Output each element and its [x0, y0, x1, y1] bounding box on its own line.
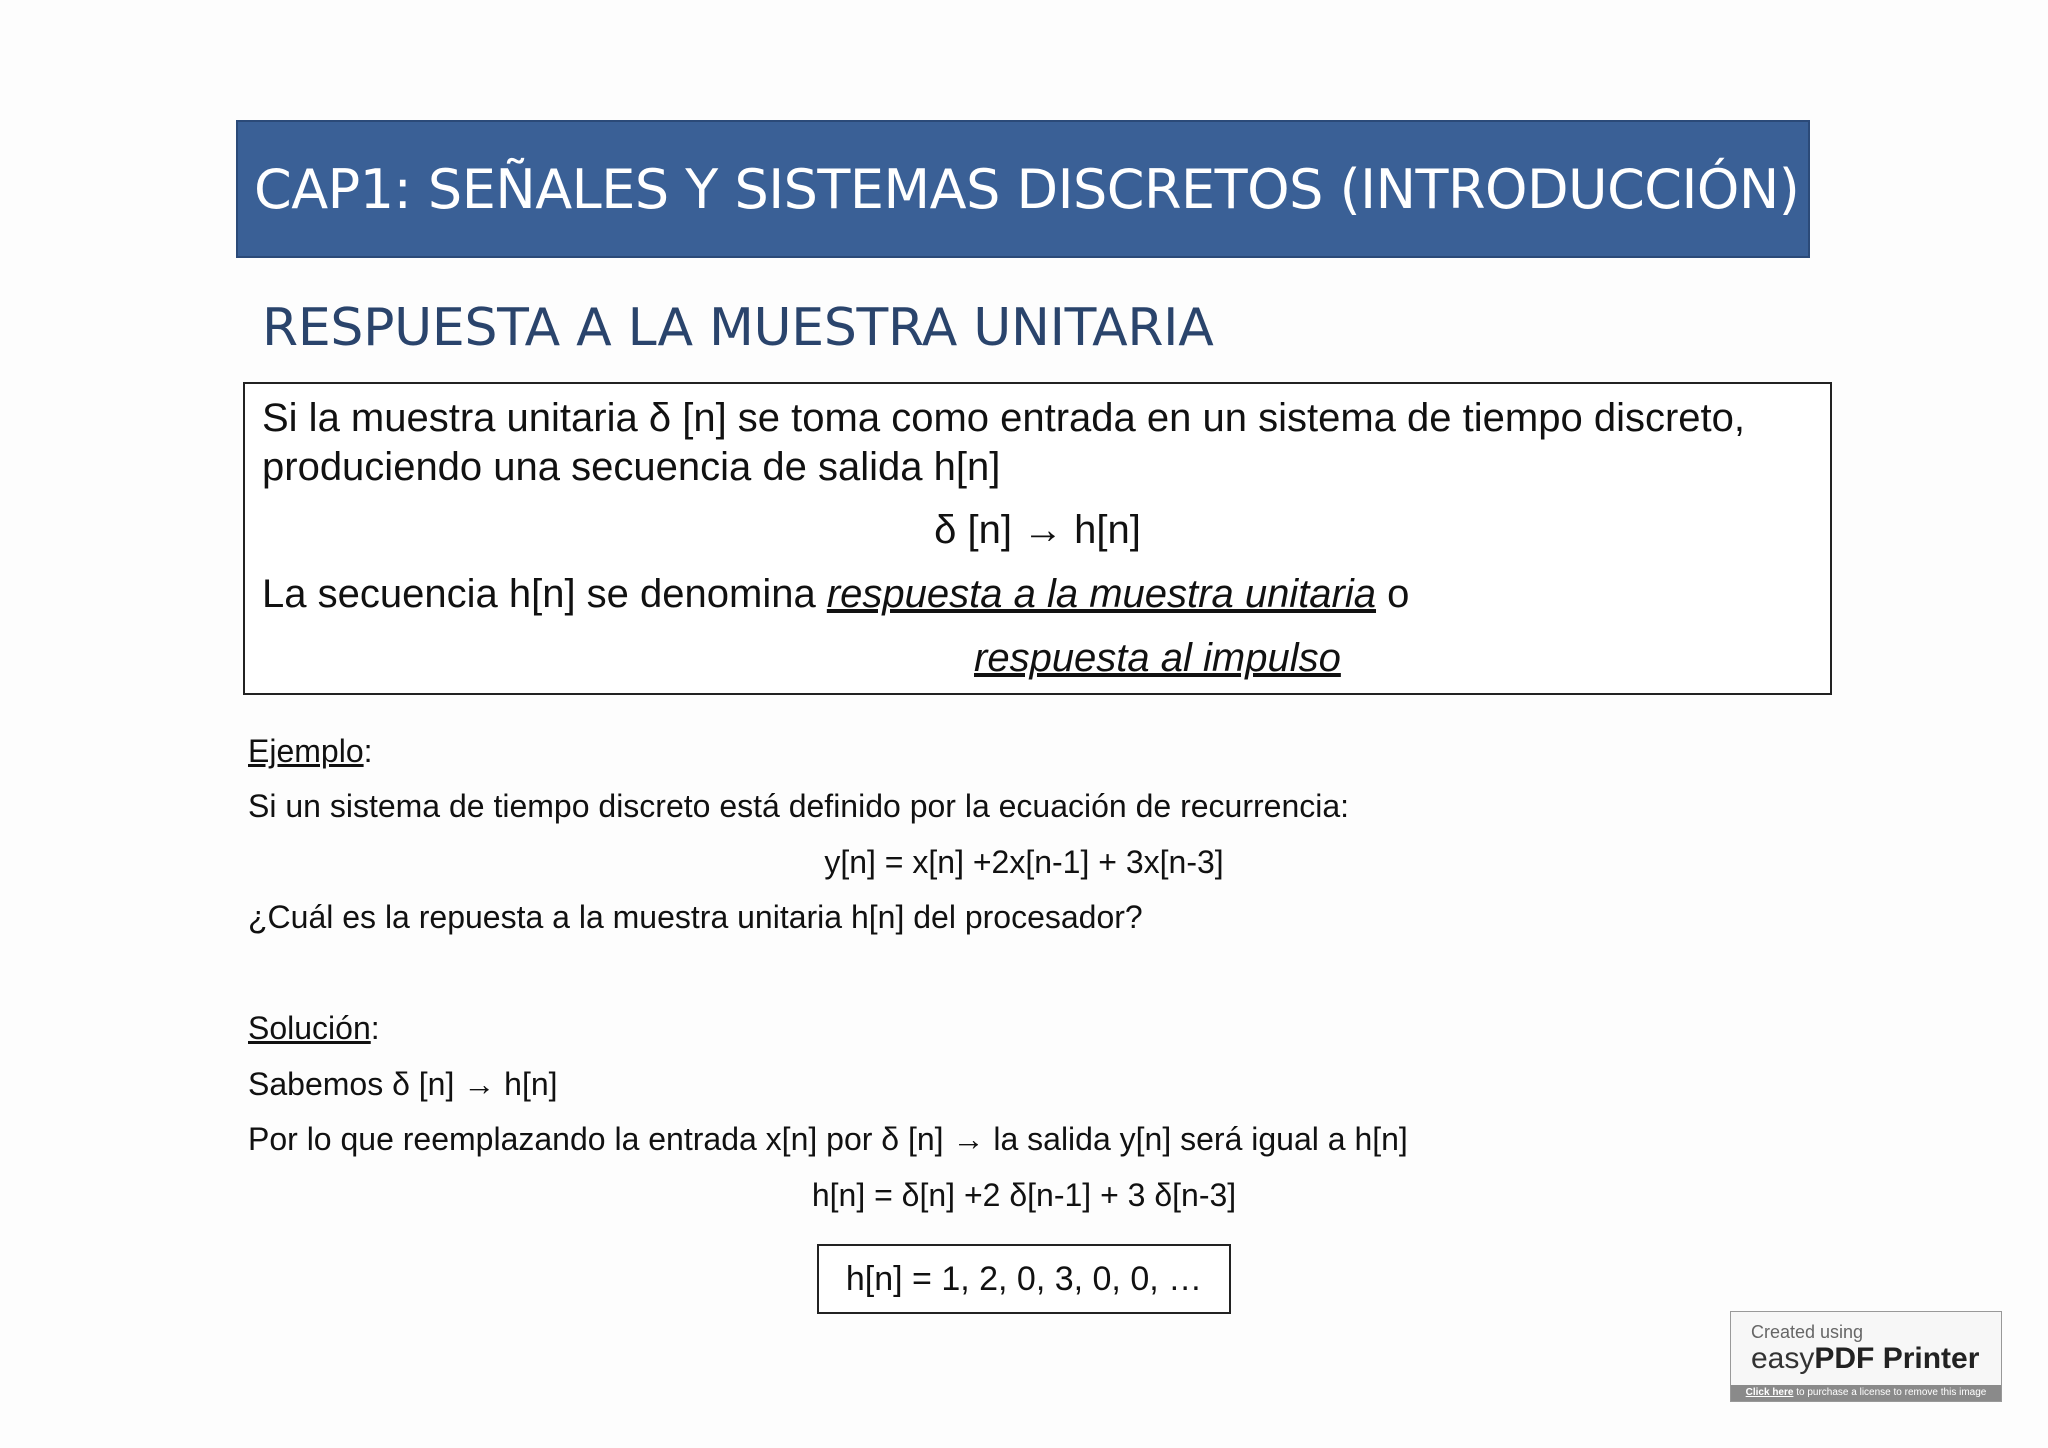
solution-heading-colon: :: [370, 1010, 380, 1046]
solution-heading-label: Solución: [248, 1010, 371, 1046]
example-question: ¿Cuál es la repuesta a la muestra unitaria h[n] del procesador?: [248, 899, 1143, 935]
watermark-badge[interactable]: [1730, 1311, 2002, 1402]
definition-box: [243, 382, 1832, 695]
watermark-footer: [1731, 1385, 2001, 1401]
watermark-brand-bold: PDF Printer: [1814, 1342, 1980, 1375]
example-heading-colon: :: [363, 733, 373, 769]
definition-line-2: produciendo una secuencia de salida h[n]: [262, 445, 1001, 489]
section-subtitle: RESPUESTA A LA MUESTRA UNITARIA: [262, 298, 1214, 358]
watermark-footer-text: to purchase a license to remove this image: [1793, 1387, 1987, 1398]
definition-line-3-suffix: o: [1376, 572, 1410, 616]
solution-line-1: Sabemos δ [n] → h[n]: [248, 1066, 558, 1102]
watermark-brand-prefix: easy: [1751, 1342, 1815, 1375]
definition-line-3: [262, 572, 1409, 617]
example-heading-label: Ejemplo: [248, 733, 364, 769]
definition-line-1: Si la muestra unitaria δ [n] se toma como entrada en un sistema de tiempo discreto,: [262, 396, 1745, 440]
watermark-created-label: Created using: [1751, 1322, 1864, 1342]
title-bar: [236, 120, 1810, 258]
watermark-brand: [1751, 1342, 1979, 1376]
term-impulse-response: respuesta al impulso: [974, 636, 1341, 680]
result-box: [817, 1244, 1231, 1314]
example-equation: y[n] = x[n] +2x[n-1] + 3x[n-3]: [824, 844, 1224, 880]
page-title: CAP1: SEÑALES Y SISTEMAS DISCRETOS (INTRODUCCIÓN): [254, 157, 1800, 221]
solution-equation: h[n] = δ[n] +2 δ[n-1] + 3 δ[n-3]: [811, 1177, 1237, 1213]
definition-line-4: [974, 636, 1341, 681]
watermark-link[interactable]: Click here: [1745, 1387, 1794, 1398]
definition-mapping: δ [n] → h[n]: [934, 508, 1141, 552]
solution-line-2: Por lo que reemplazando la entrada x[n] por δ [n] → la salida y[n] será igual a h[n]: [248, 1121, 1408, 1157]
result-value: h[n] = 1, 2, 0, 3, 0, 0, …: [845, 1259, 1203, 1298]
example-heading: [248, 733, 373, 770]
definition-line-3-prefix: La secuencia h[n] se denomina: [262, 572, 827, 616]
solution-heading: [248, 1010, 380, 1047]
example-statement: Si un sistema de tiempo discreto está definido por la ecuación de recurrencia:: [248, 788, 1350, 824]
term-unit-sample-response: respuesta a la muestra unitaria: [826, 572, 1377, 616]
